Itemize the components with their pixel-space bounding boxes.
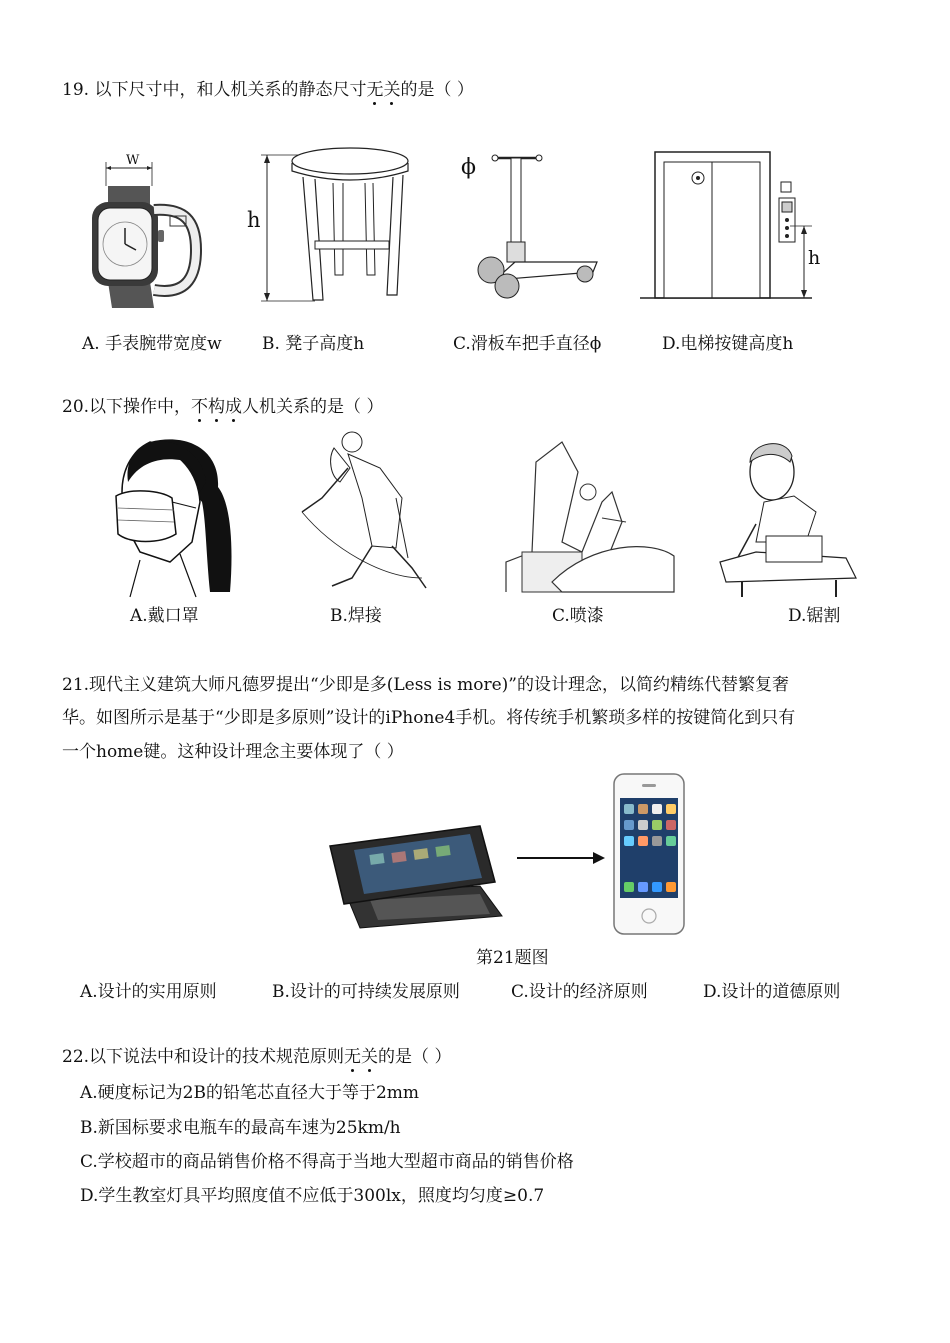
q21-option-d: D.设计的道德原则 [703,982,841,1002]
mask-figure [110,432,240,597]
q22-emphasis-2: 关 [361,1047,379,1067]
q22-option-b: B.新国标要求电瓶车的最高车速为25km/h [80,1118,401,1138]
watch-figure [84,150,209,315]
q21-option-a: A.设计的实用原则 [80,982,217,1002]
iphone-image [612,772,687,936]
handle-diameter-label: ϕ [461,155,476,180]
q20-option-d: D.锯割 [788,606,841,626]
arrow-icon [517,850,607,866]
scooter-figure [455,150,605,300]
q22-stem-tail: 的是（ ） [378,1047,452,1067]
q20-stem-tail: 人机关系的是（ ） [242,397,384,417]
sawing-figure [716,432,861,600]
spray-painting-figure [492,432,682,600]
q19-option-c: C.滑板车把手直径ϕ [453,334,602,354]
q22-stem-text: 22.以下说法中和设计的技术规范原则 [62,1047,345,1067]
q20-stem-text: 20.以下操作中， [62,397,192,417]
q22-stem [62,1045,451,1069]
q21-figure-caption: 第21题图 [476,948,549,968]
q19-option-d: D.电梯按键高度h [662,334,794,354]
elevator-figure [640,148,825,308]
q22-option-c: C.学校超市的商品销售价格不得高于当地大型超市商品的销售价格 [80,1152,574,1172]
welding-figure [292,428,442,598]
q21-stem-line3: 一个home键。这种设计理念主要体现了（ ） [62,742,404,762]
q20-stem [62,395,383,419]
q20-emphasis-1: 不 [191,397,209,417]
q21-option-c: C.设计的经济原则 [511,982,648,1002]
q19-emphasis-1: 无 [366,80,384,100]
q19-option-b: B. 凳子高度h [262,334,365,354]
q21-stem-line2: 华。如图所示是基于“少即是多原则”设计的iPhone4手机。将传统手机繁琐多样的按键简化到只有 [62,708,796,728]
q20-option-b: B.焊接 [330,606,382,626]
q22-option-d: D.学生教室灯具平均照度值不应低于300lx，照度均匀度≥0.7 [80,1186,545,1206]
q21-stem-line1: 21.现代主义建筑大师凡德罗提出“少即是多(Less is more)”的设计理念，以简约精练代替繁复奢 [62,675,789,695]
q20-option-c: C.喷漆 [552,606,604,626]
q20-emphasis-2: 构 [208,397,226,417]
q20-emphasis-3: 成 [225,397,243,417]
stool-figure [255,145,415,305]
q19-option-a: A. 手表腕带宽度w [82,334,222,354]
q19-emphasis-2: 关 [383,80,401,100]
q20-option-a: A.戴口罩 [130,606,199,626]
button-height-label: h [808,247,821,269]
q22-option-a: A.硬度标记为2B的铅笔芯直径大于等于2mm [80,1083,420,1103]
slider-phone-image [330,824,510,934]
q19-stem [62,78,474,102]
q19-stem-tail: 的是（ ） [400,80,474,100]
stool-height-label: h [247,208,261,232]
q21-option-b: B.设计的可持续发展原则 [272,982,460,1002]
watch-width-label: W [126,153,140,168]
q19-stem-text: 19. 以下尺寸中，和人机关系的静态尺寸 [62,80,367,100]
q22-emphasis-1: 无 [344,1047,362,1067]
